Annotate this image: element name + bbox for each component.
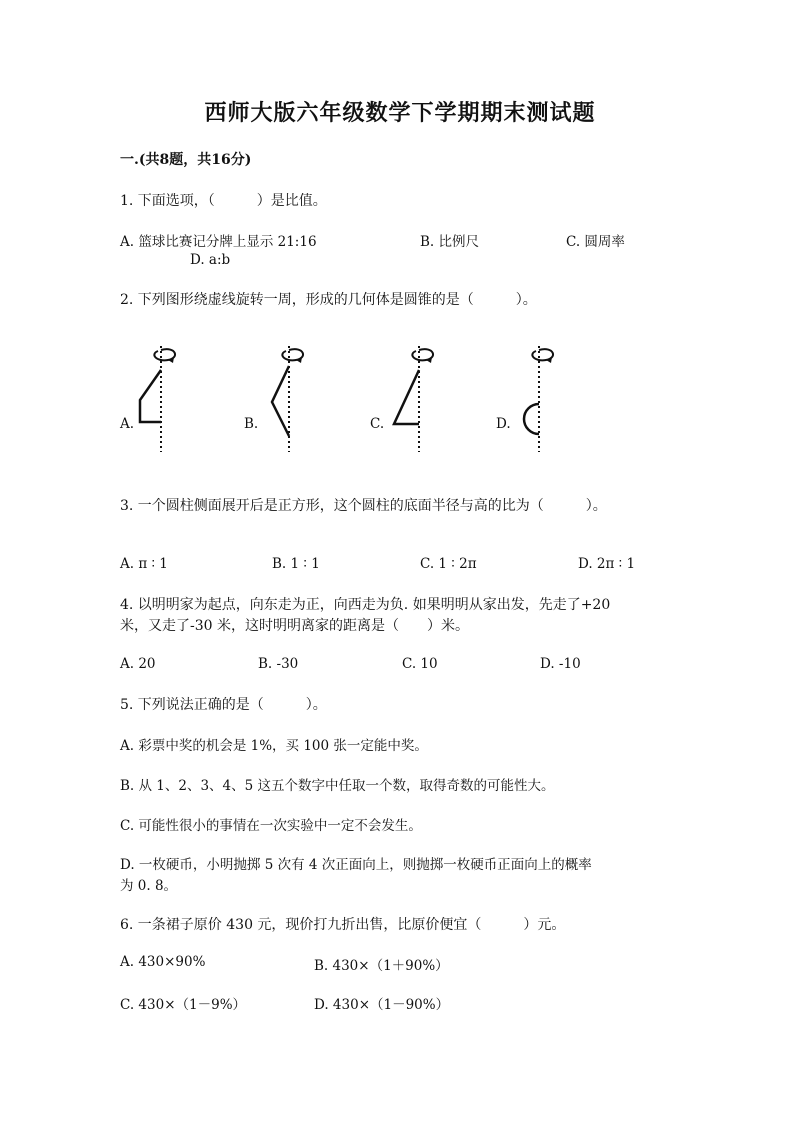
q5-option-d-line-2: 为 0. 8。 xyxy=(120,878,178,894)
q4-option-d: D. -10 xyxy=(540,656,581,672)
q6-option-d: D. 430×（1－90%） xyxy=(314,997,450,1013)
q2-figure-d-label: D. xyxy=(496,416,511,432)
q4-option-a: A. 20 xyxy=(120,656,156,672)
question-2-text: 2. 下列图形绕虚线旋转一周，形成的几何体是圆锥的是（ ）。 xyxy=(120,292,537,308)
q1-option-a: A. 篮球比赛记分牌上显示 21:16 xyxy=(120,234,317,250)
q2-figure-c-label: C. xyxy=(370,416,385,432)
q6-option-c: C. 430×（1－9%） xyxy=(120,997,247,1013)
q5-option-a: A. 彩票中奖的机会是 1%，买 100 张一定能中奖。 xyxy=(120,738,428,754)
q2-figure-d xyxy=(512,340,567,455)
q2-figure-c xyxy=(388,340,443,455)
q3-option-b: B. 1 ∶ 1 xyxy=(272,556,320,572)
section-heading: 一.(共8题，共16分) xyxy=(120,152,252,168)
page-title: 西师大版六年级数学下学期期末测试题 xyxy=(204,100,596,126)
question-4-line-1: 4. 以明明家为起点，向东走为正，向西走为负. 如果明明从家出发，先走了+20 xyxy=(120,597,611,613)
q4-option-b: B. -30 xyxy=(258,656,299,672)
q4-option-c: C. 10 xyxy=(402,656,438,672)
q3-option-a: A. π ∶ 1 xyxy=(120,556,168,572)
q3-option-d: D. 2π ∶ 1 xyxy=(578,556,636,572)
q1-option-d: D. a:b xyxy=(190,252,231,268)
question-5-text: 5. 下列说法正确的是（ ）。 xyxy=(120,697,327,713)
q6-option-b: B. 430×（1＋90%） xyxy=(314,958,449,974)
question-6-text: 6. 一条裙子原价 430 元，现价打九折出售，比原价便宜（ ）元。 xyxy=(120,917,566,933)
q2-figure-b xyxy=(262,340,312,455)
q2-figure-a-label: A. xyxy=(120,416,135,432)
q1-option-c: C. 圆周率 xyxy=(566,234,625,250)
q5-option-b: B. 从 1、2、3、4、5 这五个数字中任取一个数，取得奇数的可能性大。 xyxy=(120,778,555,794)
question-1-text: 1. 下面选项，（ ）是比值。 xyxy=(120,193,327,209)
question-4-line-2: 米，又走了-30 米，这时明明离家的距离是（ ）米。 xyxy=(120,618,469,634)
q3-option-c: C. 1 ∶ 2π xyxy=(420,556,477,572)
q2-figure-a xyxy=(132,340,182,455)
q2-figure-b-label: B. xyxy=(244,416,259,432)
q6-option-a: A. 430×90% xyxy=(120,954,206,970)
q5-option-c: C. 可能性很小的事情在一次实验中一定不会发生。 xyxy=(120,818,422,834)
q1-option-b: B. 比例尺 xyxy=(420,234,480,250)
q5-option-d-line-1: D. 一枚硬币，小明抛掷 5 次有 4 次正面向上，则抛掷一枚硬币正面向上的概率 xyxy=(120,857,592,873)
question-3-text: 3. 一个圆柱侧面展开后是正方形，这个圆柱的底面半径与高的比为（ ）。 xyxy=(120,498,607,514)
